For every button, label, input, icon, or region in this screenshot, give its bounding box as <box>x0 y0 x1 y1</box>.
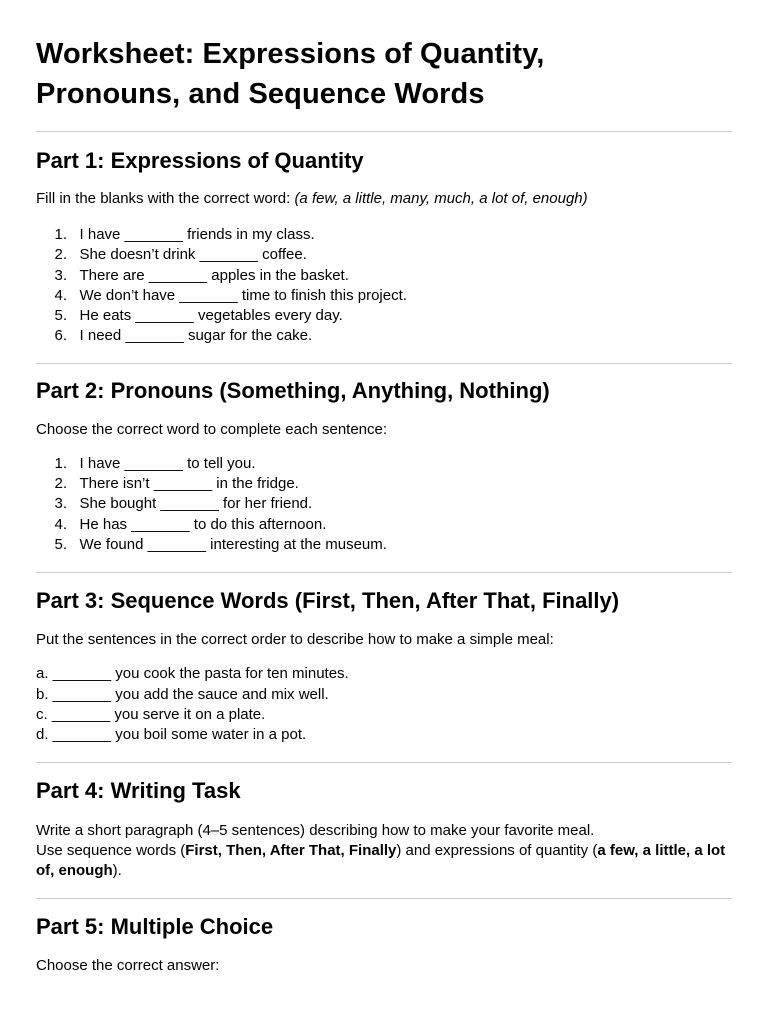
list-item-text: I have _______ to tell you. <box>79 454 256 472</box>
list-item-text: There isn’t _______ in the fridge. <box>79 475 299 493</box>
list-item: 2. There isn’t _______ in the fridge. <box>54 475 299 493</box>
divider-4 <box>36 762 732 763</box>
page-title-line-2: Pronouns, and Sequence Words <box>36 78 485 110</box>
list-item-text: I have _______ friends in my class. <box>79 226 315 243</box>
list-item-text: There are _______ apples in the basket. <box>79 266 349 284</box>
list-item: 3. She bought _______ for her friend. <box>54 495 313 513</box>
part-4-line-2-e: ). <box>112 862 122 880</box>
part-1-heading: Part 1: Expressions of Quantity <box>36 148 364 173</box>
list-item: 3. There are _______ apples in the basket. <box>54 266 349 284</box>
list-item-text: He eats _______ vegetables every day. <box>79 307 343 325</box>
list-item: 5. He eats _______ vegetables every day. <box>54 307 343 325</box>
part-1-list <box>36 225 732 347</box>
list-item: 1. I have _______ to tell you. <box>54 454 256 472</box>
part-2-section <box>36 377 732 555</box>
list-item: 1. I have _______ friends in my class. <box>54 226 315 243</box>
part-2-list <box>36 454 732 555</box>
list-item: 4. We don’t have _______ time to finish this project. <box>54 286 407 304</box>
list-item: d. _______ you boil some water in a pot. <box>36 726 307 744</box>
part-5-section <box>36 913 732 976</box>
part-4-quantity-words: a few, a little, a lot of, enough <box>36 842 726 880</box>
part-3-list <box>36 664 732 745</box>
part-5-instruction: Choose the correct answer: <box>36 957 220 975</box>
part-1-section <box>36 147 732 347</box>
part-4-heading: Part 4: Writing Task <box>36 778 241 804</box>
divider-3 <box>36 572 732 573</box>
part-4-section <box>36 777 732 881</box>
list-item-text: We don’t have _______ time to finish this project. <box>79 286 407 304</box>
divider-2 <box>36 363 732 364</box>
list-item-text: He has _______ to do this afternoon. <box>79 515 327 533</box>
part-5-heading: Part 5: Multiple Choice <box>36 914 274 940</box>
part-3-instruction: Put the sentences in the correct order to describe how to make a simple meal: <box>36 631 554 649</box>
divider-1 <box>36 131 732 132</box>
part-2-instruction: Choose the correct word to complete each sentence: <box>36 420 388 438</box>
part-2-heading: Part 2: Pronouns (Something, Anything, Nothing) <box>36 377 550 403</box>
list-item: 2. She doesn’t drink _______ coffee. <box>54 246 307 264</box>
list-item: b. _______ you add the sauce and mix well. <box>36 685 329 703</box>
list-item-text: I need _______ sugar for the cake. <box>79 327 313 345</box>
list-item: c. _______ you serve it on a plate. <box>36 705 266 723</box>
part-1-options: (a few, a little, many, much, a lot of, enough) <box>294 190 588 207</box>
list-item: 5. We found _______ interesting at the museum. <box>54 535 387 553</box>
part-4-line-2-c: ) and expressions of quantity ( <box>396 842 598 860</box>
divider-5 <box>36 898 732 899</box>
list-item: 4. He has _______ to do this afternoon. <box>54 515 327 533</box>
page-title-line-1: Worksheet: Expressions of Quantity, <box>36 38 545 70</box>
page-title <box>36 0 732 114</box>
part-4-sequence-words: First, Then, After That, Finally <box>185 842 397 860</box>
list-item-text: We found _______ interesting at the museum. <box>79 535 387 553</box>
part-4-line-1: Write a short paragraph (4–5 sentences) describing how to make your favorite meal. <box>36 822 595 840</box>
part-3-heading: Part 3: Sequence Words (First, Then, After That, Finally) <box>36 588 620 614</box>
part-4-paragraph <box>36 821 732 881</box>
part-4-line-2-a: Use sequence words ( <box>36 842 186 860</box>
part-1-instruction <box>36 189 732 209</box>
part-3-section <box>36 587 732 745</box>
list-item-text: She doesn’t drink _______ coffee. <box>79 246 307 264</box>
list-item: 6. I need _______ sugar for the cake. <box>54 327 313 345</box>
list-item: a. _______ you cook the pasta for ten minutes. <box>36 665 349 683</box>
part-1-instruction-text: Fill in the blanks with the correct word: <box>36 190 295 207</box>
list-item-text: She bought _______ for her friend. <box>79 495 313 513</box>
